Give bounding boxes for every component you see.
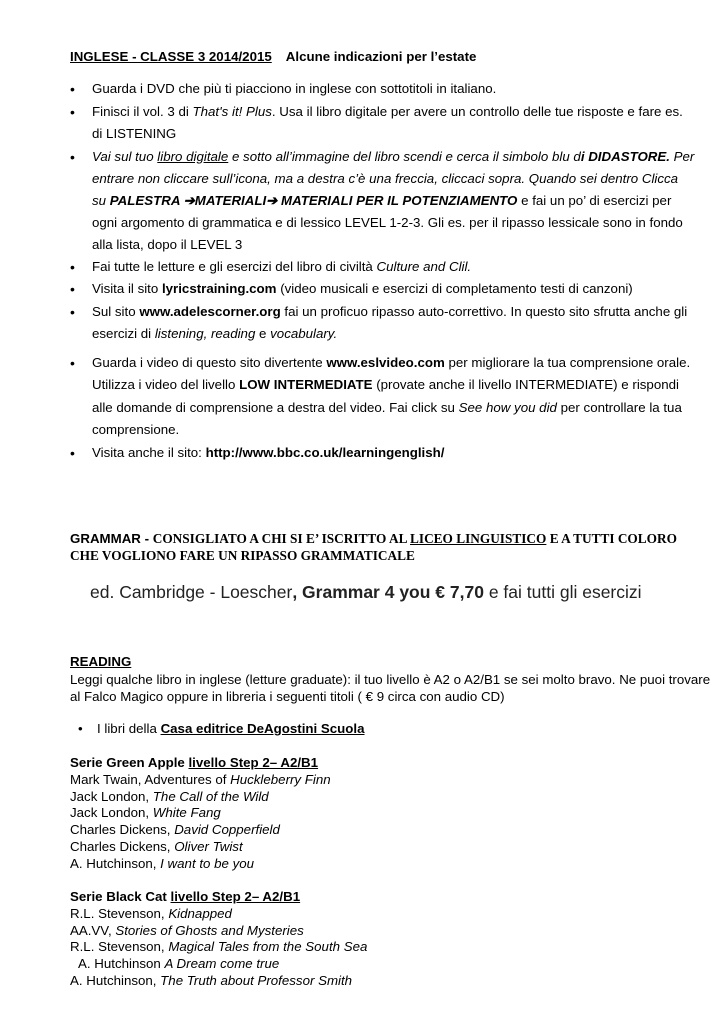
instructions-list: [70, 78, 695, 464]
book-author: R.L. Stevenson,: [70, 905, 169, 921]
book-line: [70, 772, 710, 789]
item-text: Vai sul tuo: [92, 148, 158, 164]
item-text: vocabulary.: [270, 326, 338, 341]
list-item-culture: [70, 256, 695, 279]
publisher-name: Casa editrice DeAgostini Scuola: [160, 721, 365, 736]
item-text: (provate anche il livello INTERMEDIATE) e rispondi alle domande di comprensione a destra del video. Fai click su: [92, 377, 679, 415]
series-black-cat: [70, 889, 710, 990]
item-text: per migliorare la tua comprensione orale. Utilizza i video del livello: [92, 354, 691, 392]
item-text: Visita il sito: [92, 281, 162, 296]
grammar-book: [90, 582, 642, 603]
list-item-dvd: [70, 78, 695, 101]
series-heading: [70, 889, 710, 906]
grammar-dash: -: [140, 531, 153, 546]
item-text: . Usa il libro digitale per avere un controllo delle tue risposte e fare es. di LISTENING: [92, 103, 683, 141]
book-title: Oliver Twist: [174, 838, 243, 854]
book-price: , Grammar 4 you € 7,70: [292, 582, 484, 602]
book-author: A. Hutchinson,: [70, 972, 161, 988]
item-text: Visita anche il sito:: [92, 444, 206, 460]
item-text: See how you did: [458, 399, 557, 415]
publisher-text: ed. Cambridge - Loescher: [90, 582, 293, 602]
lyricstraining-link[interactable]: lyricstraining.com: [161, 281, 277, 296]
liceo-linguistico: LICEO LINGUISTICO: [410, 531, 547, 546]
book-author: R.L. Stevenson,: [70, 939, 169, 955]
item-text: per controllare la tua comprensione.: [92, 399, 682, 437]
list-item-digital-book: [70, 146, 695, 256]
grammar-text: CONSIGLIATO A CHI SI E’ ISCRITTO AL: [152, 531, 411, 546]
title-class: INGLESE - CLASSE 3 2014/2015: [70, 49, 272, 64]
book-note: e fai tutti gli esercizi: [483, 582, 642, 602]
book-author: Mark Twain, Adventures of: [70, 771, 231, 787]
item-text: e: [255, 326, 271, 341]
book-line: [70, 956, 710, 973]
series-name: Serie Green Apple: [70, 755, 189, 770]
item-text: e sotto all’immagine del libro scendi e cerca il simbolo blu d: [228, 148, 581, 164]
title-subtitle: Alcune indicazioni per l’estate: [285, 49, 477, 64]
publisher-item: [97, 721, 365, 736]
book-line: [70, 839, 710, 856]
book-line: [70, 923, 710, 940]
book-line: [70, 822, 710, 839]
item-text: I libri della: [97, 721, 161, 736]
item-text: fai un proficuo ripasso auto-correttivo. In questo sito sfrutta anche gli esercizi di: [92, 303, 688, 341]
list-item-adelescorner: [70, 301, 695, 346]
list-item-eslvideo: [70, 352, 695, 442]
book-line: [70, 805, 710, 822]
series-name: Serie Black Cat: [70, 889, 171, 904]
book-line: [70, 906, 710, 923]
book-author: A. Hutchinson: [78, 956, 165, 972]
book-title: Magical Tales from the South Sea: [168, 939, 368, 955]
list-item-lyrics: [70, 278, 695, 301]
series-heading: [70, 755, 710, 772]
book-title: Culture and Clil.: [376, 258, 472, 274]
eslvideo-link[interactable]: www.eslvideo.com: [326, 354, 445, 370]
reading-paragraph: Leggi qualche libro in inglese (letture graduate): il tuo livello è A2 o A2/B1 se sei molto bravo. Ne puoi trovare al Falco Magico oppure in libreria i seguenti titoli ( € 9 circa con audio CD): [70, 672, 711, 704]
grammar-text: E A TUTTI COLORO CHE VOGLIONO FARE UN RIPASSO GRAMMATICALE: [70, 531, 677, 563]
book-author: A. Hutchinson,: [70, 855, 161, 871]
grammar-heading: GRAMMAR: [70, 531, 141, 546]
series-level: livello Step 2– A2/B1: [188, 755, 319, 770]
book-title: White Fang: [152, 805, 221, 821]
item-text: listening, reading: [154, 326, 256, 341]
reading-heading: READING: [70, 654, 132, 669]
book-author: Charles Dickens,: [70, 838, 175, 854]
book-title: David Copperfield: [174, 822, 280, 838]
book-title: The Call of the Wild: [152, 788, 269, 804]
book-line: [70, 973, 710, 990]
page-title: [70, 49, 476, 64]
list-item-thatsit: [70, 101, 695, 146]
item-text: Guarda i video di questo sito divertente: [92, 354, 327, 370]
book-title: Stories of Ghosts and Mysteries: [115, 922, 304, 938]
book-title: The Truth about Professor Smith: [160, 972, 353, 988]
book-author: Charles Dickens,: [70, 822, 175, 838]
item-text: Per entrare non cliccare sull’icona, ma a destra c’è una freccia, cliccaci sopra. Quando sei dentro Clicca su: [92, 148, 695, 208]
grammar-section: [70, 530, 700, 564]
level-label: LOW INTERMEDIATE: [239, 377, 373, 392]
book-author: Jack London,: [70, 805, 153, 821]
item-text: Sul sito: [92, 303, 140, 319]
bbc-link[interactable]: http://www.bbc.co.uk/learningenglish/: [205, 444, 445, 460]
list-item-bbc: [70, 442, 695, 465]
palestra-path: PALESTRA ➔MATERIALI➔ MATERIALI PER IL POTENZIAMENTO: [109, 192, 518, 208]
item-text: (video musicali e esercizi di completamento testi di canzoni): [276, 281, 633, 296]
item-text: e fai un po’ di esercizi per ogni argomento di grammatica e di lessico LEVEL 1-2-3. Gli es. per il ripasso lessicale sono in fondo alla lista, dopo il LEVEL 3: [92, 192, 683, 252]
book-title: That's it! Plus: [192, 103, 272, 119]
book-line: [70, 939, 710, 956]
item-text: Finisci il vol. 3 di: [92, 103, 193, 119]
book-author: Jack London,: [70, 788, 153, 804]
book-title: I want to be you: [160, 855, 255, 871]
item-text: Guarda i DVD che più ti piacciono in inglese con sottotitoli in italiano.: [92, 81, 497, 96]
book-line: [70, 856, 710, 873]
book-line: [70, 789, 710, 806]
digital-book-link[interactable]: libro digitale: [157, 148, 229, 164]
adelescorner-link[interactable]: www.adelescorner.org: [139, 303, 281, 319]
book-title: Huckleberry Finn: [230, 771, 331, 787]
series-level: livello Step 2– A2/B1: [170, 889, 301, 904]
item-text: Fai tutte le letture e gli esercizi del libro di civiltà: [92, 258, 377, 274]
series-green-apple: [70, 755, 710, 873]
didastore-label: i DIDASTORE.: [580, 148, 670, 164]
book-author: AA.VV,: [70, 922, 116, 938]
book-title: Kidnapped: [168, 905, 232, 921]
book-title: A Dream come true: [164, 956, 280, 972]
